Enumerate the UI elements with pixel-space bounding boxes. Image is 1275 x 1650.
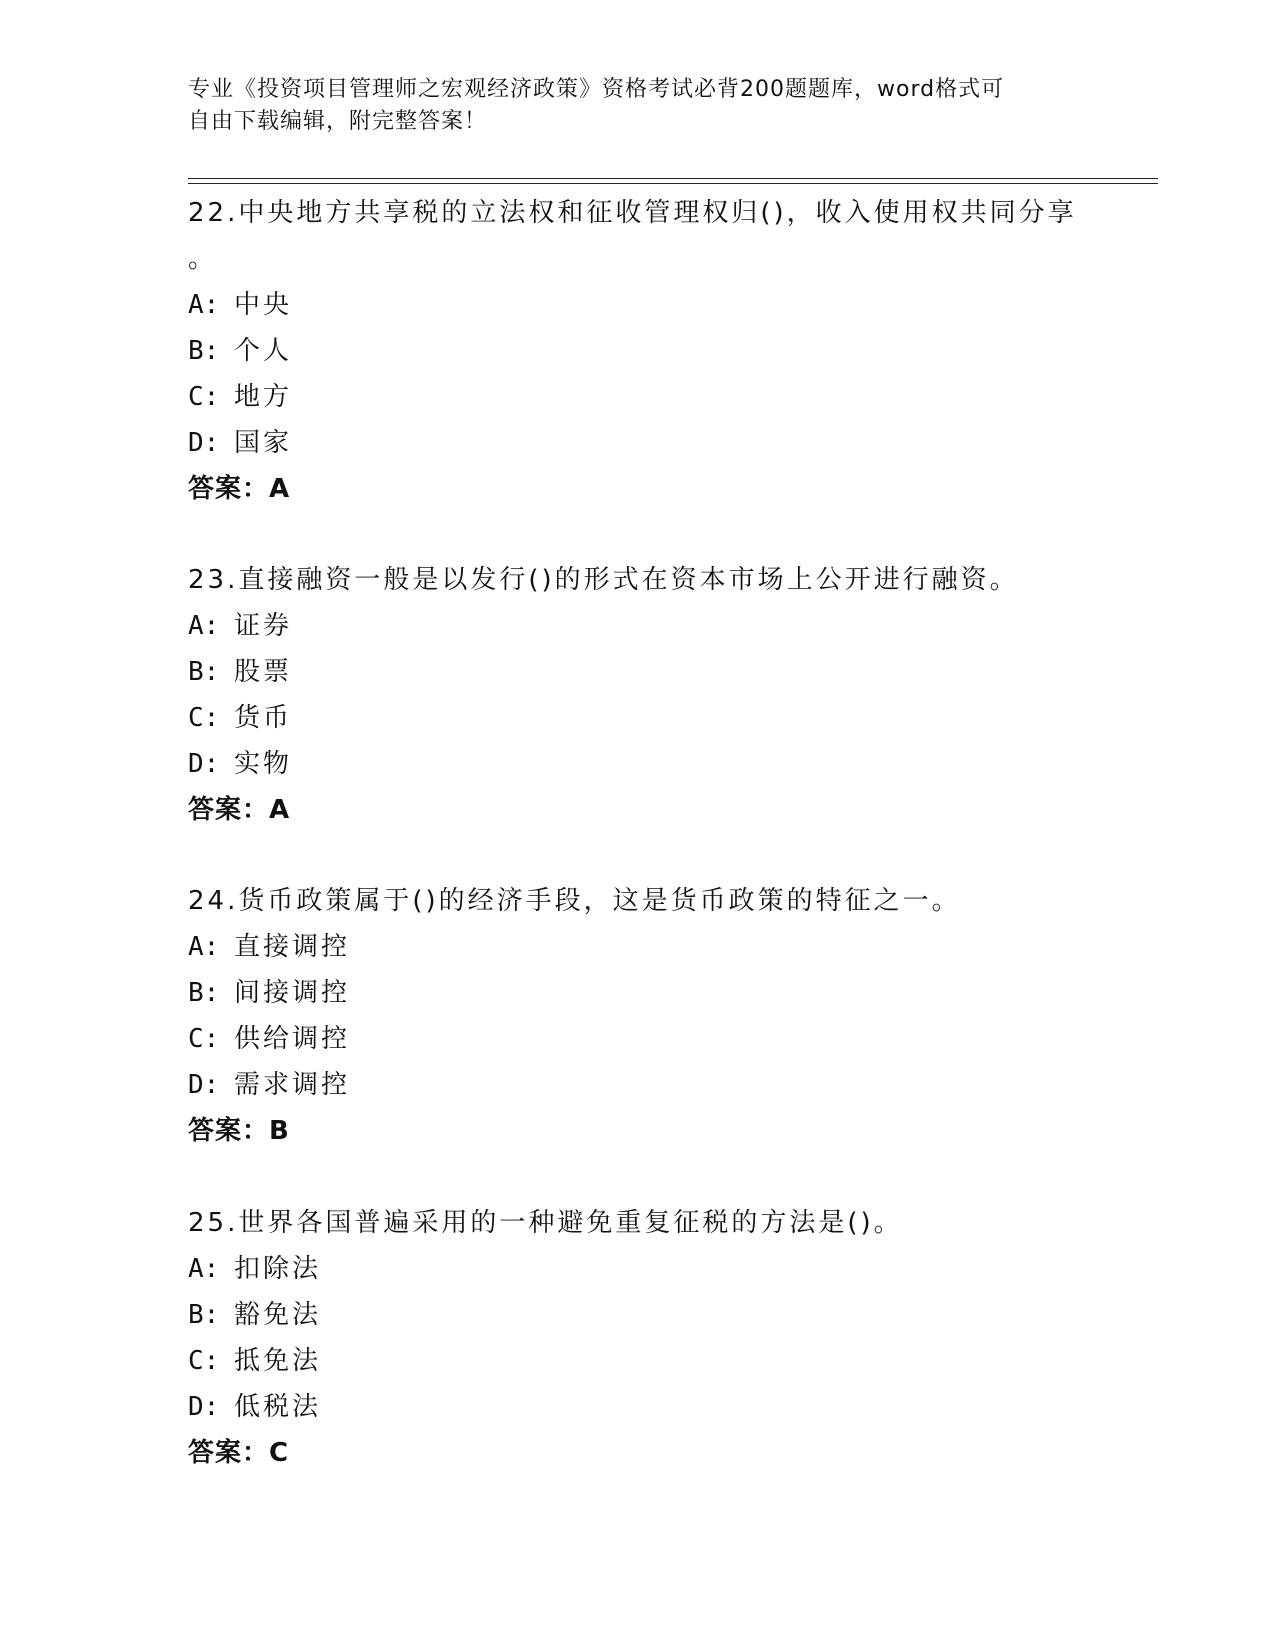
question-stem: 24.货币政策属于()的经济手段，这是货币政策的特征之一。 (188, 886, 961, 916)
header-line-1: 专业《投资项目管理师之宏观经济政策》资格考试必背200题题库，word格式可 (188, 77, 1005, 102)
header-line-2: 自由下载编辑，附完整答案！ (188, 109, 488, 134)
option-c (188, 1016, 1088, 1062)
option-letter: D: (188, 749, 220, 779)
option-text: 中央 (234, 290, 293, 320)
option-text: 证券 (234, 611, 293, 641)
option-letter: A: (188, 611, 220, 641)
option-letter: C: (188, 1024, 220, 1054)
option-a (188, 603, 1088, 649)
answer-label: 答案：A (188, 795, 291, 825)
option-letter: C: (188, 382, 220, 412)
option-letter: D: (188, 1070, 220, 1100)
option-b (188, 1292, 1088, 1338)
option-letter: A: (188, 290, 220, 320)
question-23 (188, 557, 1088, 833)
option-b (188, 970, 1088, 1016)
header-divider-bottom (188, 183, 1158, 184)
document-header (188, 74, 1088, 138)
option-text: 直接调控 (234, 932, 351, 962)
option-a (188, 282, 1088, 328)
option-letter: C: (188, 703, 220, 733)
option-letter: A: (188, 932, 220, 962)
option-text: 供给调控 (234, 1024, 351, 1054)
option-text: 间接调控 (234, 978, 351, 1008)
option-letter: B: (188, 657, 220, 687)
question-stem: 22.中央地方共享税的立法权和征收管理权归()，收入使用权共同分享 (188, 198, 1077, 228)
option-a (188, 1246, 1088, 1292)
question-stem: 23.直接融资一般是以发行()的形式在资本市场上公开进行融资。 (188, 565, 1019, 595)
option-text: 扣除法 (234, 1254, 322, 1284)
option-c (188, 374, 1088, 420)
option-text: 货币 (234, 703, 293, 733)
option-text: 股票 (234, 657, 293, 687)
question-25 (188, 1200, 1088, 1476)
option-b (188, 328, 1088, 374)
option-c (188, 1338, 1088, 1384)
option-text: 低税法 (234, 1392, 322, 1422)
option-d (188, 1384, 1088, 1430)
option-text: 实物 (234, 749, 293, 779)
option-d (188, 741, 1088, 787)
option-c (188, 695, 1088, 741)
option-letter: B: (188, 336, 220, 366)
header-divider-top (188, 178, 1158, 179)
option-d (188, 1062, 1088, 1108)
answer-label: 答案：B (188, 1116, 290, 1146)
option-d (188, 420, 1088, 466)
option-text: 地方 (234, 382, 293, 412)
option-letter: B: (188, 1300, 220, 1330)
answer-label: 答案：C (188, 1438, 290, 1468)
option-text: 国家 (234, 428, 293, 458)
option-text: 豁免法 (234, 1300, 322, 1330)
option-text: 个人 (234, 336, 293, 366)
option-letter: D: (188, 428, 220, 458)
question-stem: 25.世界各国普遍采用的一种避免重复征税的方法是()。 (188, 1208, 903, 1238)
option-b (188, 649, 1088, 695)
option-letter: A: (188, 1254, 220, 1284)
answer-label: 答案：A (188, 474, 291, 504)
option-letter: D: (188, 1392, 220, 1422)
option-text: 抵免法 (234, 1346, 322, 1376)
question-22 (188, 190, 1088, 512)
option-a (188, 924, 1088, 970)
option-letter: C: (188, 1346, 220, 1376)
question-24 (188, 878, 1088, 1154)
option-letter: B: (188, 978, 220, 1008)
question-stem-tail: 。 (188, 244, 215, 274)
option-text: 需求调控 (234, 1070, 351, 1100)
